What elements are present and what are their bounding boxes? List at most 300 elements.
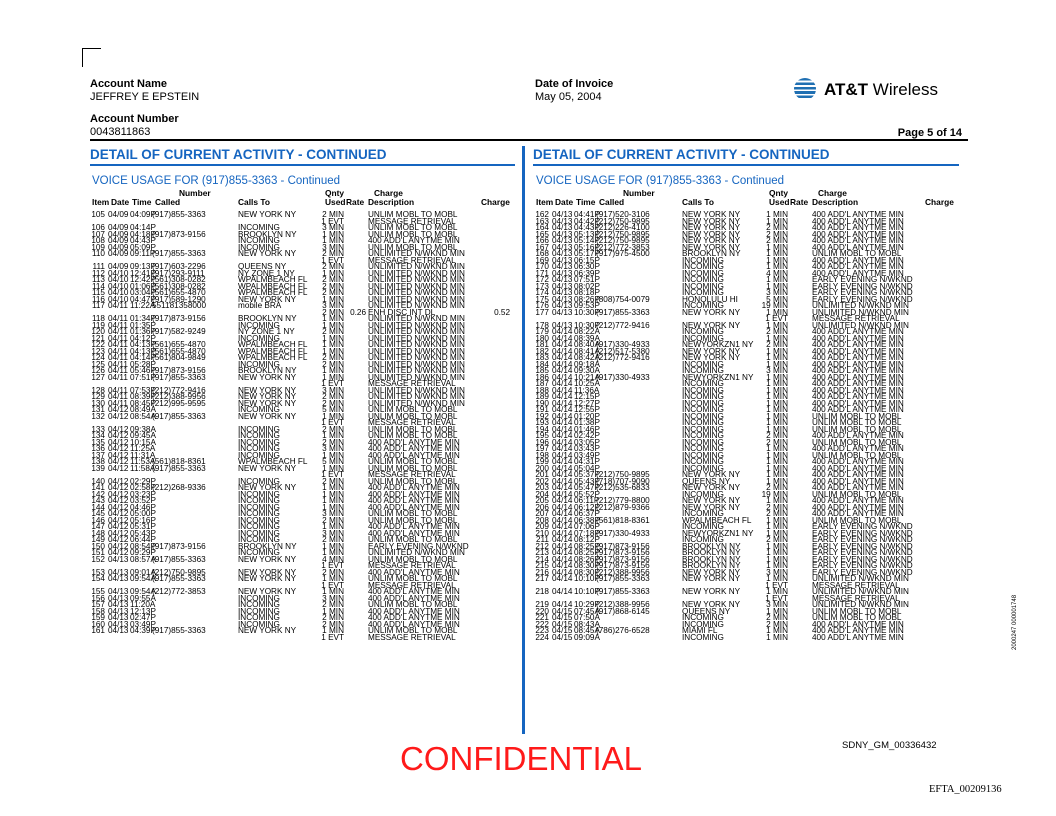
description-cell: 400 ADD'L ANYTME MIN bbox=[812, 457, 904, 466]
item-cell: 138 bbox=[91, 457, 105, 466]
description-cell: 400 ADD'L ANYTME MIN bbox=[812, 502, 904, 512]
time-cell: 05:14P bbox=[574, 236, 600, 245]
calls-to-cell: NEW YORK NY bbox=[238, 554, 297, 564]
time-cell: 09:53P bbox=[574, 301, 600, 310]
description-cell: UNLIM MOBL TO MOBL bbox=[368, 242, 458, 252]
date-cell: 04/14 bbox=[552, 502, 573, 512]
item-cell: 216 bbox=[535, 567, 549, 577]
item-cell: 114 bbox=[91, 281, 105, 291]
calls-to-cell: INCOMING bbox=[682, 463, 724, 473]
used-cell: 1 MIN bbox=[322, 268, 344, 278]
time-cell: 08:41A bbox=[574, 346, 600, 356]
time-cell: 09:45A bbox=[130, 431, 156, 440]
called-cell: (561)308-0282 bbox=[152, 275, 206, 284]
description-cell: 400 ADD'L ANYTME MIN bbox=[812, 496, 904, 505]
used-cell: 5 MIN bbox=[766, 294, 788, 304]
used-cell: 2 MIN bbox=[322, 359, 344, 369]
calls-to-cell: INCOMING bbox=[238, 606, 280, 616]
time-cell: 05:43P bbox=[130, 528, 156, 538]
called-cell: (212)517-5380 bbox=[596, 346, 650, 356]
col-description: Description bbox=[812, 197, 859, 207]
description-cell: 400 ADD'L ANYTME MIN bbox=[368, 619, 460, 629]
calls-to-cell: NEW YORK NY bbox=[238, 567, 297, 577]
used-cell: 1 EVT bbox=[321, 255, 344, 265]
calls-to-cell: NEW YORK NY bbox=[682, 502, 741, 512]
time-cell: 10:15A bbox=[130, 437, 156, 447]
description-cell: 400 ADD'L ANYTME MIN bbox=[812, 379, 904, 388]
time-cell: 06:12P bbox=[574, 502, 600, 512]
calls-to-cell: INCOMING bbox=[238, 437, 280, 447]
time-cell: 08:30P bbox=[574, 567, 600, 577]
description-cell: EARLY EVENING N/WKND bbox=[812, 294, 913, 304]
date-cell: 04/13 bbox=[108, 554, 129, 564]
calls-to-cell: INCOMING bbox=[238, 450, 280, 460]
date-cell: 04/12 bbox=[108, 483, 129, 492]
calls-to-cell: INCOMING bbox=[682, 613, 724, 622]
date-cell: 04/14 bbox=[552, 366, 573, 375]
time-cell: 08:39A bbox=[574, 333, 600, 343]
used-cell: 2 MIN bbox=[322, 353, 344, 362]
date-cell: 04/12 bbox=[108, 502, 129, 512]
date-cell: 04/09 bbox=[108, 236, 129, 245]
used-cell: 1 MIN bbox=[322, 346, 344, 356]
used-cell: 2 MIN bbox=[322, 424, 344, 434]
calls-to-cell: NEW YORK NY bbox=[682, 567, 741, 577]
time-cell: 02:58P bbox=[130, 483, 156, 492]
time-cell: 10:29P bbox=[574, 600, 600, 609]
called-cell: (718)707-9090 bbox=[596, 476, 650, 486]
called-cell: (917)873-9156 bbox=[152, 229, 206, 239]
item-cell: 132 bbox=[91, 411, 105, 421]
description-cell: UNLIM MOBL TO MOBL bbox=[812, 515, 902, 525]
item-cell: 118 bbox=[91, 314, 105, 323]
used-cell: 1 MIN bbox=[766, 424, 788, 434]
calls-to-cell: INCOMING bbox=[682, 457, 724, 466]
item-cell: 143 bbox=[91, 496, 105, 505]
item-cell: 186 bbox=[535, 372, 549, 382]
account-name: JEFFREY E EPSTEIN bbox=[90, 91, 200, 103]
called-cell: (561)308-0282 bbox=[152, 281, 206, 291]
description-cell: MESSAGE RETRIEVAL bbox=[368, 580, 456, 590]
date-cell: 04/11 bbox=[108, 327, 128, 336]
date-cell: 04/13 bbox=[552, 216, 573, 226]
time-cell: 08:49A bbox=[130, 405, 156, 414]
used-cell: 2 MIN bbox=[322, 437, 344, 447]
time-cell: 04:42P bbox=[574, 216, 600, 226]
used-cell: 1 MIN bbox=[766, 561, 788, 570]
called-cell: (917)855-3363 bbox=[152, 463, 206, 473]
time-cell: 08:54P bbox=[130, 541, 156, 551]
used-cell: 2 MIN bbox=[322, 567, 344, 577]
used-cell: 1 MIN bbox=[766, 450, 788, 460]
called-cell: (917)873-9156 bbox=[596, 554, 650, 564]
item-cell: 117 bbox=[91, 301, 105, 310]
date-cell: 04/13 bbox=[552, 262, 573, 271]
time-cell: 08:45A bbox=[574, 626, 600, 635]
calls-to-cell: INCOMING bbox=[238, 548, 280, 557]
description-cell: MESSAGE RETRIEVAL bbox=[368, 470, 456, 479]
time-cell: 10:21A bbox=[574, 372, 600, 382]
description-cell: UNLIM MOBL TO MOBL bbox=[368, 535, 458, 544]
used-cell: 2 MIN bbox=[322, 281, 344, 291]
description-cell: UNLIMITED N/WKND MIN bbox=[368, 340, 465, 349]
calls-to-cell: INCOMING bbox=[682, 359, 724, 369]
description-cell: 400 ADD'L ANYTME MIN bbox=[812, 392, 904, 401]
used-cell: 3 MIN bbox=[766, 288, 788, 297]
item-cell: 199 bbox=[535, 457, 549, 466]
time-cell: 02:42P bbox=[574, 431, 600, 440]
time-cell: 07:51P bbox=[574, 275, 600, 284]
used-cell: 1 MIN bbox=[766, 463, 788, 473]
date-cell: 04/11 bbox=[108, 314, 128, 323]
calls-to-cell: NEW YORK NY bbox=[238, 392, 297, 401]
calls-to-cell: INCOMING bbox=[238, 476, 280, 486]
description-cell: UNLIMITED N/WKND MIN bbox=[812, 307, 909, 317]
description-cell: UNLIM MOBL TO MOBL bbox=[368, 229, 458, 239]
item-cell: 213 bbox=[535, 548, 549, 557]
time-cell: 04:46P bbox=[130, 502, 156, 512]
calls-to-cell: INCOMING bbox=[682, 418, 724, 427]
date-cell: 04/13 bbox=[108, 606, 129, 616]
called-cell: (561)818-8361 bbox=[596, 515, 650, 525]
col-charge-top: Charge bbox=[374, 188, 403, 198]
date-cell: 04/13 bbox=[552, 288, 573, 297]
time-cell: 05:16P bbox=[574, 242, 600, 252]
date-cell: 04/12 bbox=[108, 496, 129, 505]
used-cell: 2 MIN bbox=[322, 398, 344, 408]
description-cell: UNLIM MOBL TO MOBL bbox=[368, 574, 458, 583]
called-cell: (917)855-3363 bbox=[152, 626, 206, 635]
time-cell: 04:39P bbox=[130, 626, 156, 635]
att-wireless-logo bbox=[794, 78, 944, 100]
description-cell: UNLIMITED N/WKND MIN bbox=[368, 353, 465, 362]
description-cell: 400 ADD'L ANYTME MIN bbox=[368, 587, 460, 596]
called-cell: (917)873-9156 bbox=[596, 541, 650, 551]
used-cell: 1 MIN bbox=[766, 216, 788, 226]
called-cell: (212)750-9895 bbox=[152, 567, 206, 577]
calls-to-cell: INCOMING bbox=[238, 405, 280, 414]
description-cell: EARLY EVENING N/WKND bbox=[368, 541, 469, 551]
time-cell: 04:41P bbox=[574, 210, 600, 219]
calls-to-cell: INCOMING bbox=[682, 262, 724, 271]
time-cell: 12:13P bbox=[130, 606, 156, 616]
time-cell: 04:13P bbox=[130, 340, 156, 349]
date-cell: 04/13 bbox=[108, 574, 129, 583]
description-cell: UNLIMITED N/WKND MIN bbox=[368, 385, 465, 395]
used-cell: 1 MIN bbox=[322, 366, 344, 375]
date-cell: 04/12 bbox=[108, 541, 129, 551]
date-cell: 04/11 bbox=[108, 385, 128, 395]
time-cell: 08:22A bbox=[574, 327, 600, 336]
used-cell: 2 MIN bbox=[322, 288, 344, 297]
item-cell: 204 bbox=[535, 489, 549, 499]
time-cell: 08:02P bbox=[574, 281, 600, 291]
calls-to-cell: INCOMING bbox=[238, 535, 280, 544]
time-cell: 05:43P bbox=[574, 476, 600, 486]
description-cell: EARLY EVENING N/WKND bbox=[812, 554, 913, 564]
time-cell: 07:18P bbox=[574, 528, 600, 538]
time-cell: 03:23P bbox=[130, 489, 156, 499]
used-cell: 1 MIN bbox=[766, 320, 788, 330]
time-cell: 08:26P bbox=[574, 554, 600, 564]
description-cell: UNLIM MOBL TO MOBL bbox=[368, 411, 458, 421]
item-cell: 123 bbox=[91, 346, 105, 356]
item-cell: 142 bbox=[91, 489, 105, 499]
time-cell: 08:25P bbox=[574, 541, 600, 551]
time-cell: 12:41P bbox=[130, 268, 156, 278]
used-cell: 1 EVT bbox=[321, 379, 344, 388]
called-cell: (786)276-6528 bbox=[596, 626, 650, 635]
item-cell: 163 bbox=[535, 216, 549, 226]
time-cell: 05:28P bbox=[130, 359, 156, 369]
calls-to-cell: INCOMING bbox=[238, 502, 280, 512]
description-cell: UNLIMITED N/WKND MIN bbox=[368, 294, 465, 304]
calls-to-cell: BROOKLYN NY bbox=[682, 561, 741, 570]
date-cell: 04/14 bbox=[552, 541, 573, 551]
calls-to-cell: INCOMING bbox=[238, 359, 280, 369]
used-cell: 2 MIN bbox=[766, 431, 788, 440]
description-cell: 400 ADD'L ANYTME MIN bbox=[812, 229, 904, 239]
description-cell: UNLIMITED N/WKND MIN bbox=[368, 301, 465, 310]
description-cell: UNLIM MOBL TO MOBL bbox=[812, 606, 902, 616]
calls-to-cell: INCOMING bbox=[682, 392, 724, 401]
used-cell: 1 MIN bbox=[322, 411, 344, 421]
calls-to-cell: INCOMING bbox=[682, 437, 724, 447]
calls-to-cell: INCOMING bbox=[238, 444, 280, 453]
date-cell: 04/10 bbox=[108, 275, 129, 284]
item-cell: 155 bbox=[91, 587, 105, 596]
used-cell: 2 MIN bbox=[766, 236, 788, 245]
calls-to-cell: INCOMING bbox=[238, 496, 280, 505]
time-cell: 12:15P bbox=[574, 392, 600, 401]
description-cell: UNLIMITED N/WKND MIN bbox=[368, 346, 465, 356]
description-cell: 400 ADD'L ANYTME MIN bbox=[368, 522, 460, 531]
date-cell: 04/14 bbox=[552, 346, 573, 356]
time-cell: 07:53P bbox=[130, 385, 156, 395]
time-cell: 04:14P bbox=[130, 353, 156, 362]
date-cell: 04/14 bbox=[552, 431, 573, 440]
description-cell: 400 ADD'L ANYTME MIN bbox=[812, 346, 904, 356]
used-cell: 2 MIN bbox=[322, 535, 344, 544]
used-cell: 1 EVT bbox=[321, 216, 344, 226]
time-cell: 05:09P bbox=[130, 242, 156, 252]
date-cell: 04/09 bbox=[108, 242, 129, 252]
used-cell: 2 MIN bbox=[322, 476, 344, 486]
description-cell: 400 ADD'L ANYTME MIN bbox=[368, 489, 460, 499]
description-cell: UNLIM MOBL TO MOBL bbox=[368, 554, 458, 564]
called-cell: (917)855-3363 bbox=[152, 554, 206, 564]
date-cell: 04/14 bbox=[552, 398, 573, 408]
calls-to-cell: NY ZONE 1 NY bbox=[238, 327, 295, 336]
description-cell: UNLIMITED N/WKND MIN bbox=[368, 366, 465, 375]
used-cell: 19 MIN bbox=[761, 301, 788, 310]
description-cell: 400 ADD'L ANYTME MIN bbox=[812, 236, 904, 245]
description-cell: UNLIM MOBL TO MOBL bbox=[368, 457, 458, 466]
column-headers-left bbox=[90, 189, 515, 209]
item-cell: 201 bbox=[535, 470, 549, 479]
time-cell: 10:10P bbox=[574, 574, 600, 583]
calls-to-cell: NEW YORK NY bbox=[682, 483, 741, 492]
used-cell: 2 MIN bbox=[322, 327, 344, 336]
description-cell: 400 ADD'L ANYTME MIN bbox=[812, 444, 904, 453]
date-cell: 04/13 bbox=[552, 307, 573, 317]
time-cell: 05:17P bbox=[574, 249, 600, 258]
sub-title-right: VOICE USAGE FOR (917)855-3363 - Continued bbox=[536, 175, 785, 187]
date-cell: 04/11 bbox=[108, 301, 128, 310]
description-cell: UNLIMITED N/WKND MIN bbox=[368, 327, 465, 336]
used-cell: 1 MIN bbox=[322, 606, 344, 616]
calls-to-cell: NEW YORK NY bbox=[238, 210, 297, 219]
description-cell: 400 ADD'L ANYTME MIN bbox=[812, 619, 904, 629]
calls-to-cell: WPALMBEACH FL bbox=[238, 457, 308, 466]
col-charge-top: Charge bbox=[818, 188, 847, 198]
time-cell: 08:26P bbox=[574, 294, 600, 304]
description-cell: MESSAGE RETRIEVAL bbox=[368, 561, 456, 570]
called-cell: (917)873-9156 bbox=[596, 548, 650, 557]
used-cell: 5 MIN bbox=[322, 457, 344, 466]
description-cell: EARLY EVENING N/WKND bbox=[812, 288, 913, 297]
time-cell: 05:52P bbox=[574, 489, 600, 499]
time-cell: 01:35P bbox=[130, 320, 156, 330]
description-cell: ENH DISC INT DL bbox=[368, 307, 436, 317]
section-title-right bbox=[533, 146, 959, 166]
time-cell: 05:37P bbox=[574, 470, 600, 479]
charge-cell: 0.52 bbox=[494, 307, 510, 317]
calls-to-cell: INCOMING bbox=[682, 522, 724, 531]
used-cell: 1 MIN bbox=[766, 476, 788, 486]
item-cell: 147 bbox=[91, 522, 105, 531]
description-cell: MESSAGE RETRIEVAL bbox=[368, 255, 456, 265]
time-cell: 08:25P bbox=[574, 548, 600, 557]
item-cell: 149 bbox=[91, 535, 105, 544]
called-cell: 551181358000 bbox=[152, 301, 207, 310]
rate-cell: 0.26 bbox=[350, 307, 366, 317]
item-cell: 223 bbox=[535, 626, 549, 635]
calls-to-cell: NEWYORKZN1 NY bbox=[682, 528, 754, 538]
time-cell: 01:38P bbox=[574, 418, 600, 427]
calls-to-cell: NEW YORK NY bbox=[682, 587, 741, 596]
called-cell: (212)772-9416 bbox=[596, 353, 650, 362]
calls-to-cell: QUEENS NY bbox=[682, 606, 731, 616]
item-cell: 120 bbox=[91, 327, 105, 336]
item-cell: 166 bbox=[535, 236, 549, 245]
usage-table-left bbox=[90, 212, 515, 641]
item-cell: 107 bbox=[91, 229, 105, 239]
used-cell: 1 MIN bbox=[766, 411, 788, 421]
used-cell: 1 MIN bbox=[766, 457, 788, 466]
calls-to-cell: NEW YORK NY bbox=[238, 294, 297, 304]
called-cell: (808)754-0079 bbox=[596, 294, 650, 304]
used-cell: 1 MIN bbox=[766, 528, 788, 538]
calls-to-cell: NEW YORK NY bbox=[682, 574, 741, 583]
item-cell: 150 bbox=[91, 541, 105, 551]
item-cell: 203 bbox=[535, 483, 549, 492]
called-cell: (212)750-9895 bbox=[596, 236, 650, 245]
description-cell: 400 ADD'L ANYTME MIN bbox=[812, 216, 904, 226]
time-cell: 03:04P bbox=[130, 288, 156, 297]
description-cell: 400 ADD'L ANYTME MIN bbox=[368, 593, 460, 603]
called-cell: (917)330-4933 bbox=[596, 528, 650, 538]
calls-to-cell: NEW YORK NY bbox=[238, 483, 297, 492]
time-cell: 02:47P bbox=[130, 613, 156, 622]
used-cell: 2 MIN bbox=[322, 210, 344, 219]
used-cell: 1 MIN bbox=[766, 405, 788, 414]
calls-to-cell: INCOMING bbox=[682, 398, 724, 408]
used-cell: 2 MIN bbox=[322, 613, 344, 622]
item-cell: 167 bbox=[535, 242, 549, 252]
date-cell: 04/11 bbox=[108, 359, 128, 369]
item-cell: 170 bbox=[535, 262, 549, 271]
used-cell: 1 MIN bbox=[766, 632, 788, 642]
page-number: Page 5 of 14 bbox=[897, 127, 962, 139]
used-cell: 1 MIN bbox=[766, 353, 788, 362]
time-cell: 01:36P bbox=[130, 327, 156, 336]
time-cell: 08:43A bbox=[574, 619, 600, 629]
used-cell: 1 MIN bbox=[766, 626, 788, 635]
date-cell: 04/13 bbox=[108, 600, 129, 609]
used-cell: 2 MIN bbox=[322, 392, 344, 401]
item-cell: 127 bbox=[91, 372, 105, 382]
calls-to-cell: NEWYORKZN1 NY bbox=[682, 340, 754, 349]
used-cell: 1 MIN bbox=[766, 385, 788, 395]
col-qnty: Qnty bbox=[325, 188, 345, 198]
date-cell: 04/12 bbox=[108, 522, 129, 531]
account-number-label: Account Number bbox=[90, 113, 179, 125]
item-cell: 139 bbox=[91, 463, 105, 473]
item-cell: 122 bbox=[91, 340, 105, 349]
used-cell: 1 MIN bbox=[766, 379, 788, 388]
time-cell: 06:30P bbox=[574, 262, 600, 271]
confidential-stamp: CONFIDENTIAL bbox=[400, 740, 643, 777]
date-cell: 04/13 bbox=[552, 255, 573, 265]
called-cell: (212)772-3853 bbox=[152, 587, 206, 596]
calls-to-cell: BROOKLYN NY bbox=[682, 249, 741, 258]
date-cell: 04/14 bbox=[552, 528, 573, 538]
item-cell: 188 bbox=[535, 385, 549, 395]
used-cell: 1 MIN bbox=[322, 236, 344, 245]
calls-to-cell: WPALMBEACH FL bbox=[238, 288, 308, 297]
description-cell: UNLIMITED N/WKND MIN bbox=[812, 320, 909, 330]
calls-to-cell: NEW YORK NY bbox=[682, 216, 741, 226]
used-cell: 1 MIN bbox=[322, 496, 344, 505]
time-cell: 04:43P bbox=[574, 223, 600, 232]
called-cell: (212)772-3853 bbox=[596, 242, 650, 252]
description-cell: EARLY EVENING N/WKND bbox=[812, 281, 913, 291]
calls-to-cell: INCOMING bbox=[238, 223, 280, 232]
used-cell: 2 MIN bbox=[766, 509, 788, 518]
item-cell: 164 bbox=[535, 223, 549, 232]
time-cell: 10:30P bbox=[574, 320, 600, 330]
used-cell: 1 MIN bbox=[766, 262, 788, 271]
used-cell: 2 MIN bbox=[766, 223, 788, 232]
description-cell: MESSAGE RETRIEVAL bbox=[812, 580, 900, 590]
date-cell: 04/09 bbox=[108, 223, 129, 232]
brand-name: AT&T Wireless bbox=[824, 80, 938, 99]
used-cell: 1 MIN bbox=[322, 587, 344, 596]
calls-to-cell: WPALMBEACH FL bbox=[238, 281, 308, 291]
date-cell: 04/14 bbox=[552, 424, 573, 434]
date-cell: 04/14 bbox=[552, 574, 573, 583]
account-name-label: Account Name bbox=[90, 78, 168, 90]
called-cell: (917)582-9249 bbox=[152, 327, 206, 336]
called-cell: (917)873-9156 bbox=[596, 561, 650, 570]
used-cell: 1 MIN bbox=[322, 320, 344, 330]
sub-title-left: VOICE USAGE FOR (917)855-3363 - Continued bbox=[92, 175, 341, 187]
used-cell: 1 MIN bbox=[766, 418, 788, 427]
calls-to-cell: INCOMING bbox=[682, 255, 724, 265]
item-cell: 220 bbox=[535, 606, 549, 616]
calls-to-cell: WPALMBEACH FL bbox=[682, 515, 752, 525]
